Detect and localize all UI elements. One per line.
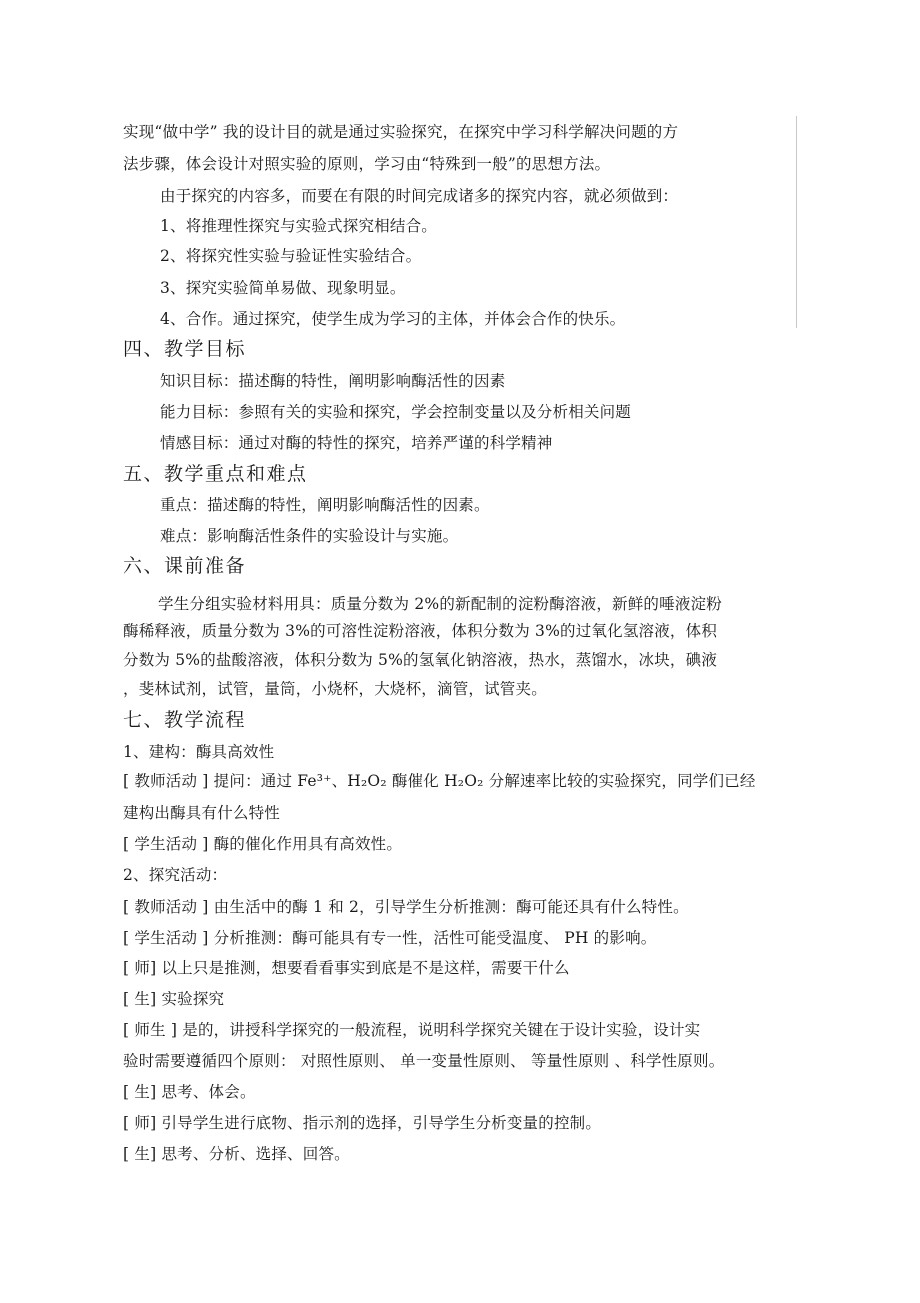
flow-line-5: 2、探究活动： — [123, 866, 228, 884]
flow-line-3: 建构出酶具有什么特性 — [123, 804, 281, 822]
flow-line-7: [ 学生活动 ] 分析推测：酶可能具有专一性，活性可能受温度、 PH 的影响。 — [123, 929, 657, 947]
flow-line-4: [ 学生活动 ] 酶的催化作用具有高效性。 — [123, 835, 403, 853]
section-5-heading: 五、教学重点和难点 — [123, 463, 308, 485]
flow-line-8: [ 师] 以上只是推测，想要看看事实到底是不是这样，需要干什么 — [123, 959, 570, 977]
intro-item-3: 3、探究实验简单易做、现象明显。 — [160, 279, 406, 297]
key-point: 重点：描述酶的特性，阐明影响酶活性的因素。 — [160, 496, 490, 514]
objective-ability: 能力目标：参照有关的实验和探究，学会控制变量以及分析相关问题 — [160, 403, 632, 421]
materials-line-2: 酶稀释液，质量分数为 3%的可溶性淀粉溶液，体积分数为 3%的过氧化氢溶液，体积 — [123, 622, 718, 640]
flow-line-13: [ 师] 引导学生进行底物、指示剂的选择，引导学生分析变量的控制。 — [123, 1114, 602, 1132]
intro-item-1: 1、将推理性探究与实验式探究相结合。 — [160, 217, 437, 235]
flow-line-14: [ 生] 思考、分析、选择、回答。 — [123, 1145, 350, 1163]
intro-line-2: 法步骤，体会设计对照实验的原则，学习由“特殊到一般”的思想方法。 — [123, 155, 611, 173]
flow-line-11: 验时需要遵循四个原则： 对照性原则、 单一变量性原则、 等量性原则 、科学性原则。 — [123, 1052, 725, 1070]
flow-line-12: [ 生] 思考、体会。 — [123, 1083, 256, 1101]
intro-item-2: 2、将探究性实验与验证性实验结合。 — [160, 247, 422, 265]
objective-emotion: 情感目标：通过对酶的特性的探究，培养严谨的科学精神 — [160, 434, 553, 452]
materials-line-3: 分数为 5%的盐酸溶液，体积分数为 5%的氢氧化钠溶液，热水，蒸馏水，冰块，碘液 — [123, 651, 718, 669]
materials-line-1: 学生分组实验材料用具：质量分数为 2%的新配制的淀粉酶溶液，新鲜的唾液淀粉 — [158, 595, 722, 613]
flow-line-2: [ 教师活动 ] 提问：通过 Fe³⁺、H₂O₂ 酶催化 H₂O₂ 分解速率比较的实验探究，同学们已经 — [123, 772, 756, 790]
section-6-heading: 六、课前准备 — [123, 555, 247, 577]
flow-line-6: [ 教师活动 ] 由生活中的酶 1 和 2，引导学生分析推测：酶可能还具有什么特性。 — [123, 898, 689, 916]
objective-knowledge: 知识目标：描述酶的特性，阐明影响酶活性的因素 — [160, 372, 506, 390]
flow-line-1: 1、建构：酶具高效性 — [123, 743, 275, 761]
section-4-heading: 四、教学目标 — [123, 338, 247, 360]
intro-line-1: 实现“做中学” 我的设计目的就是通过实验探究，在探究中学习科学解决问题的方 — [123, 123, 679, 141]
intro-item-4: 4、合作。通过探究，使学生成为学习的主体，并体会合作的快乐。 — [160, 310, 626, 328]
difficult-point: 难点：影响酶活性条件的实验设计与实施。 — [160, 527, 459, 545]
flow-line-10: [ 师生 ] 是的，讲授科学探究的一般流程，说明科学探究关键在于设计实验，设计实 — [123, 1021, 701, 1039]
intro-line-3: 由于探究的内容多，而要在有限的时间完成诸多的探究内容，就必须做到： — [160, 187, 679, 205]
section-7-heading: 七、教学流程 — [123, 709, 247, 731]
flow-line-9: [ 生] 实验探究 — [123, 990, 225, 1008]
margin-rule — [796, 116, 797, 328]
materials-line-4: ，斐林试剂，试管，量筒，小烧杯，大烧杯，滴管，试管夹。 — [123, 680, 547, 698]
